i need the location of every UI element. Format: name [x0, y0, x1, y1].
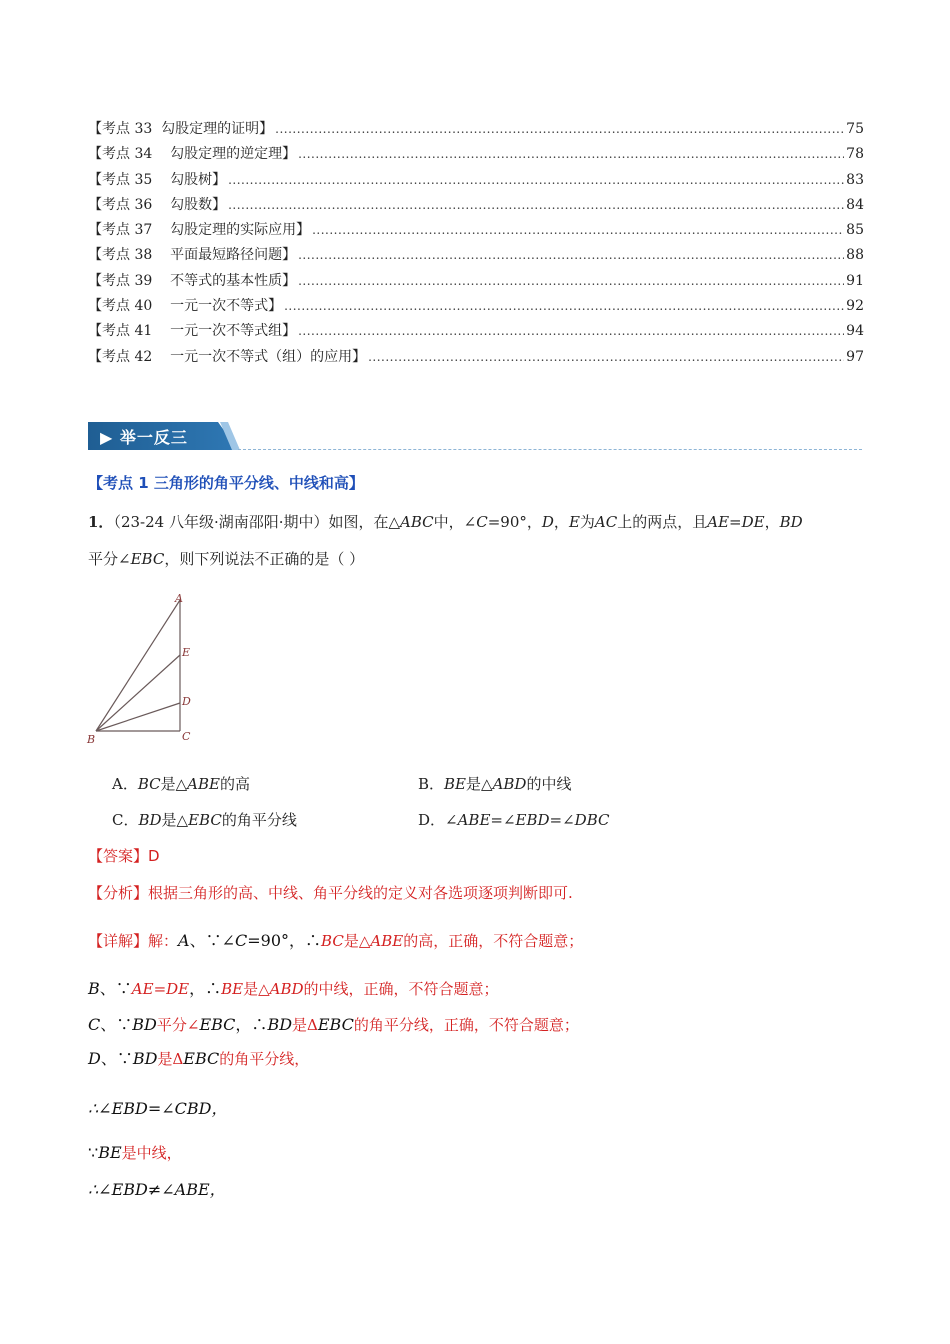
detail-line-5 [88, 1096, 228, 1119]
toc-page: 91 [846, 272, 864, 289]
question-text: 中，∠ [433, 513, 477, 531]
math-var: EBC [317, 1015, 354, 1034]
toc-page: 83 [846, 171, 864, 188]
math-symbol: =90°，∴ [247, 931, 322, 950]
detail-label: 【详解】 [88, 932, 149, 950]
detail-line-2 [88, 976, 499, 999]
math-symbol: 、∵ [100, 1015, 133, 1034]
toc-label: 【考点 41 一元一次不等式组】 [88, 323, 297, 340]
question-text: 为 [579, 513, 595, 531]
math-var: C [235, 931, 248, 950]
toc-row[interactable] [88, 168, 864, 193]
toc-row[interactable] [88, 218, 864, 243]
detail-text: 的角平分线，正确，不符合题意； [353, 1016, 579, 1034]
question-text: ， [553, 513, 569, 531]
math-var: EBC [199, 1015, 236, 1034]
toc-page: 85 [846, 222, 864, 239]
math-var: BC [321, 932, 344, 950]
play-arrow-icon: ▶ [100, 428, 114, 447]
toc-page: 94 [846, 323, 864, 340]
math-var: E [568, 513, 580, 531]
math-var: ABE [370, 932, 404, 950]
math-var: EBC [188, 811, 222, 829]
triangle-figure [84, 590, 204, 750]
toc-page: 92 [846, 298, 864, 315]
math-expression: ∴∠EBD≠∠ABE， [88, 1180, 226, 1199]
question-source: （23-24 八年级·湖南邵阳·期中） [113, 513, 329, 531]
toc-label: 【考点 42 一元一次不等式（组）的应用】 [88, 348, 367, 365]
math-var: B [88, 979, 100, 998]
question-text: 如图，在△ [328, 513, 401, 531]
label-E: E [182, 646, 191, 659]
detail-text: 的高，正确，不符合题意； [403, 932, 584, 950]
option-key: B． [418, 775, 445, 793]
analysis-label: 【分析】 [88, 884, 149, 902]
section-banner [88, 422, 862, 450]
segment-BD [96, 703, 180, 731]
math-var: ABE [187, 775, 220, 793]
math-var: BC [137, 775, 161, 793]
math-var: BE [221, 980, 244, 998]
question-line-1 [88, 511, 803, 532]
math-var: ABD [492, 775, 527, 793]
toc-leader-dots [284, 294, 844, 319]
option-text: 的角平分线 [221, 811, 297, 829]
toc-leader-dots [298, 269, 844, 294]
toc-leader-dots [298, 142, 844, 167]
math-var: AE=DE [131, 980, 190, 998]
toc-label: 【考点 39 不等式的基本性质】 [88, 272, 297, 289]
toc-page: 75 [846, 121, 864, 137]
option-text: 是△ [466, 775, 493, 793]
detail-line-6 [88, 1142, 182, 1163]
math-var: BD [132, 1049, 158, 1068]
question-text: ， [764, 513, 780, 531]
toc-row[interactable] [88, 294, 864, 319]
analysis-line [88, 882, 573, 903]
math-var: D [88, 1049, 101, 1068]
toc-row[interactable] [88, 319, 864, 344]
math-var: AC [594, 513, 618, 531]
toc-label: 【考点 35 勾股树】 [88, 171, 227, 188]
detail-text: 的中线，正确，不符合题意； [303, 980, 499, 998]
detail-text: 是Δ [292, 1016, 318, 1034]
label-D: D [182, 695, 191, 708]
math-var: BD [132, 1015, 157, 1034]
label-C: C [182, 730, 191, 743]
question-text: 上的两点，且 [617, 513, 708, 531]
toc-page: 84 [846, 196, 864, 213]
question-text: 平分∠ [88, 550, 131, 568]
toc-label: 【考点 37 勾股定理的实际应用】 [88, 222, 311, 239]
answer-value: D [148, 847, 160, 865]
toc-leader-dots [275, 117, 844, 142]
detail-text: 平分∠ [156, 1016, 200, 1034]
question-text: ，则下列说法不正确的是（ ） [164, 550, 365, 568]
toc-page: 97 [846, 348, 864, 365]
option-text: 的中线 [526, 775, 572, 793]
detail-text: 是△ [343, 932, 371, 950]
option-c[interactable] [112, 809, 297, 830]
math-symbol: 、∵ [99, 979, 132, 998]
toc-leader-dots [368, 345, 844, 370]
math-var: BD [267, 1015, 293, 1034]
label-B: B [87, 733, 96, 746]
option-a[interactable] [112, 773, 250, 794]
math-var: ∠ABE=∠EBD=∠DBC [445, 811, 610, 829]
option-text: 是△ [161, 811, 189, 829]
detail-text: 是中线， [121, 1144, 182, 1162]
detail-line-3 [88, 1012, 579, 1035]
option-key: C． [112, 811, 139, 829]
option-key: A． [112, 775, 138, 793]
question-number: 1． [88, 513, 114, 531]
math-var: BE [444, 775, 467, 793]
banner-title [100, 425, 188, 448]
toc-row[interactable] [88, 345, 864, 370]
toc-leader-dots [228, 168, 844, 193]
toc-page: 88 [846, 247, 864, 264]
detail-line-4 [88, 1046, 309, 1069]
math-var: ABD [269, 980, 304, 998]
detail-text: 解： [148, 932, 179, 950]
option-key: D． [418, 811, 446, 829]
math-symbol: ，∴ [235, 1015, 268, 1034]
option-text: 是△ [160, 775, 188, 793]
toc-row[interactable] [88, 193, 864, 218]
toc-page: 78 [846, 146, 864, 163]
math-var: BD [779, 513, 803, 531]
label-A: A [175, 592, 183, 605]
toc-label: 【考点 33 勾股定理的证明】 [88, 121, 274, 137]
question-line-2 [88, 548, 364, 569]
math-expression: ∴∠EBD=∠CBD， [88, 1099, 228, 1118]
toc-label: 【考点 34 勾股定理的逆定理】 [88, 146, 297, 163]
toc-leader-dots [298, 319, 844, 344]
toc-label: 【考点 36 勾股数】 [88, 196, 227, 213]
math-var: A [178, 931, 190, 950]
toc-leader-dots [228, 193, 844, 218]
toc-row[interactable] [88, 142, 864, 167]
answer-label: 【答案】 [88, 847, 149, 865]
toc-row[interactable] [88, 269, 864, 294]
toc-row[interactable] [88, 243, 864, 268]
toc-row[interactable] [88, 117, 864, 142]
math-var: D [541, 513, 554, 531]
kaodian-title: 【考点 1 三角形的角平分线、中线和高】 [88, 474, 364, 492]
math-var: BE [98, 1143, 122, 1162]
segment-BA [96, 600, 180, 731]
math-symbol: ∵ [88, 1143, 99, 1162]
option-d[interactable] [418, 809, 609, 830]
toc-label: 【考点 38 平面最短路径问题】 [88, 247, 297, 264]
math-var: EBC [183, 1049, 220, 1068]
banner-label: 举一反三 [119, 428, 188, 447]
math-var: AE=DE [707, 513, 765, 531]
math-var: C [88, 1015, 101, 1034]
banner-dashed-line [238, 449, 862, 450]
detail-text: 是Δ [157, 1050, 184, 1068]
math-var: BD [138, 811, 162, 829]
option-text: 的高 [219, 775, 250, 793]
math-symbol: ，∴ [189, 979, 222, 998]
answer-line [88, 845, 160, 866]
math-symbol: 、∵∠ [189, 931, 236, 950]
toc-label: 【考点 40 一元一次不等式】 [88, 298, 283, 315]
toc-leader-dots [312, 218, 844, 243]
analysis-text: 根据三角形的高、中线、角平分线的定义对各选项逐项判断即可. [148, 884, 573, 902]
math-symbol: 、∵ [100, 1049, 133, 1068]
question-text: =90°， [487, 513, 542, 531]
table-of-contents [88, 117, 864, 370]
math-var: EBC [130, 550, 165, 568]
detail-text: 的角平分线， [219, 1050, 310, 1068]
math-var: C [476, 513, 488, 531]
detail-text: 是△ [243, 980, 270, 998]
toc-leader-dots [298, 243, 844, 268]
detail-line-7 [88, 1177, 226, 1200]
option-b[interactable] [418, 773, 571, 794]
math-var: ABC [400, 513, 434, 531]
detail-line-1 [88, 928, 583, 951]
